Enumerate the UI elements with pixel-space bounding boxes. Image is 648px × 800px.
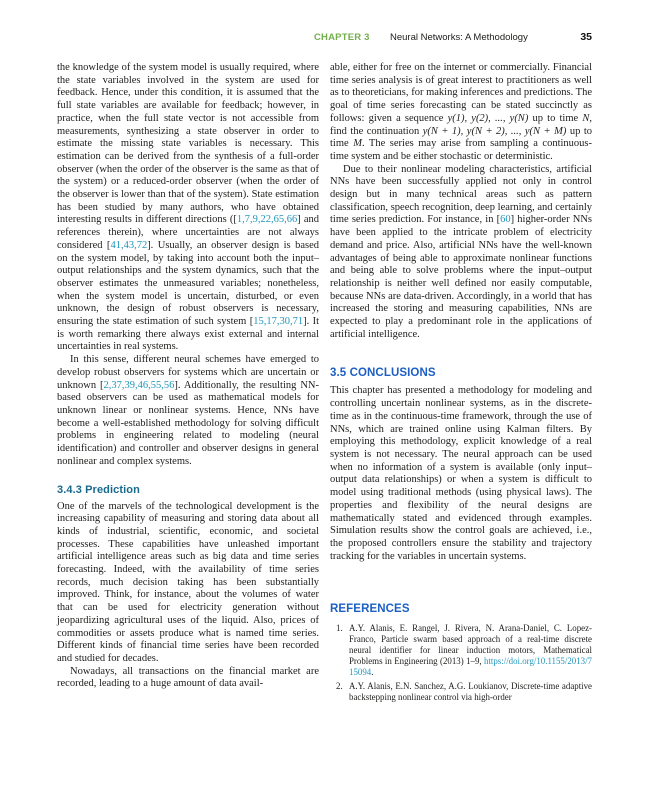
body-paragraph: [57, 666, 319, 691]
chapter-label: CHAPTER 3: [314, 32, 370, 43]
text-run: the knowledge of the system model is usually required, where the state variables involved in the system are used for feedback. Hence, under this condition, it is assumed that the full state variables are available for feedback; however, in practice, when the full state vector is not accessible from measurements, synthesizing a state observer in order to estimate the missing state variables is necessary. This estimation can be derived from the synthesis of a full-order observer (when the order of the observer is the same as that of the system) or a reduced-order observer (when the order of the observer is lower than that of the system). State estimation has been studied by many authors, who have obtained interesting results in different directions ([: [57, 62, 319, 226]
text-run: ]. It is worth remarking there always exist external and internal uncertainties in real systems.: [57, 316, 319, 353]
math-expression: y(1), y(2), ..., y(N): [447, 112, 529, 124]
text-run: A.Y. Alanis, E.N. Sanchez, A.G. Loukianov, Discrete-time adaptive backstepping nonlinear control via high-order: [349, 681, 592, 703]
page-number: 35: [580, 31, 592, 43]
text-run: . The series may arise from sampling a continuous-time system and be either stochastic or deterministic.: [330, 138, 592, 162]
text-run: ] and references therein), where uncertainties are not always considered [: [57, 214, 319, 251]
math-expression: M: [353, 138, 362, 150]
body-paragraph: [57, 354, 319, 468]
text-run: .: [371, 667, 374, 678]
citation-link[interactable]: 60: [500, 214, 511, 226]
reference-number: 1.: [336, 623, 343, 634]
right-column: [330, 62, 592, 706]
text-run: One of the marvels of the technological development is the increasing capability of measuring and storing data about all kinds of industrial, scientific, economic, and societal processes. These capabilities have unleashed important artificial intelligence areas such as big data and time series forecasting. Indeed, with the availability of time series records, much decision taking has been substantially improved. Think, for instance, about the volumes of water that can be used for electricity generation without jeopardizing agricultural uses of the liquid. Also, prices of commodities or assets produce what is named time series. Different kinds of financial time series have been recorded and studied for decades.: [57, 500, 319, 664]
text-run: Nowadays, all transactions on the financial market are recorded, leading to a huge amount of data avail-: [57, 665, 319, 690]
citation-link[interactable]: 15,17,30,71: [253, 316, 304, 328]
math-expression: y(N + 1), y(N + 2), ..., y(N + M): [422, 125, 567, 137]
text-run: ] higher-order NNs have been applied to the intricate problem of electricity demand and price. Also, artificial NNs have the well-known advantages of being able to approximate nonlinear functions and being able to solve problems where the input–output relationship is neither well defined nor easily computable, because NNs are data-driven. Accordingly, in a world that has increased the storing and measuring capabilities, NNs are expected to play a predominant role in the applications of artificial intelligence.: [330, 214, 592, 340]
subsection-heading-prediction: 3.4.3 Prediction: [57, 483, 140, 496]
reference-item: [336, 623, 592, 678]
chapter-title: Neural Networks: A Methodology: [390, 32, 528, 43]
reference-number: 2.: [336, 681, 343, 692]
left-column: [57, 62, 319, 691]
reference-text: [349, 623, 592, 677]
text-run: In this sense, different neural schemes have emerged to develop robust observers for systems which are uncertain or unknown [: [57, 354, 319, 391]
text-run: Due to their nonlinear modeling characteristics, artificial NNs have been successfully applied not only in control design but in many technical areas such as pattern classification, speech recognition, deep learning, and certainly time series prediction. For instance, in [: [330, 163, 592, 226]
body-paragraph: [330, 62, 592, 164]
math-expression: N: [582, 112, 590, 124]
citation-link[interactable]: 2,37,39,46,55,56: [103, 379, 175, 391]
running-header: [57, 31, 592, 45]
doi-link[interactable]: https://doi.org/10.1155/2013/715094: [349, 656, 592, 678]
reference-text: [349, 681, 592, 702]
text-run: This chapter has presented a methodology for modeling and controlling uncertain nonlinear systems, as in the discrete-time as in the continuous-time framework, through the use of NNs, which are trained online using Kalman filters. By employing this methodology, explicit knowledge of a real system is not necessary. The neural approach can be used when no information of a system is available (only input–output data relationships) or when a system is difficult to model using traditional methods (using physical laws). The properties and flexibility of the neural designs are mathematically stated and evidenced through examples. Simulation results show the control goals are achieved, i.e., the proposed controllers ensure the stability and trajectory tracking for the variables in uncertain systems.: [330, 385, 592, 562]
text-run: ]. Usually, an observer design is based on the system model, by taking into account both the input–output relationships and the system dynamics, such that the observer estimates the unmeasured variables; nonetheless, when the system model is uncertain, disturbed, or even unknown, the design of robust observers is necessary, ensuring the state estimation of such system [: [57, 239, 319, 328]
reference-list: [336, 623, 592, 703]
body-paragraph: [57, 62, 319, 354]
text-run: up to time: [330, 125, 592, 150]
section-heading-conclusions: 3.5 CONCLUSIONS: [330, 367, 436, 380]
reference-item: [336, 681, 592, 703]
text-run: able, either for free on the internet or commercially. Financial time series analysis is of great interest to practitioners as well as to theoreticians, for making inferences and predictions. The goal of time series forecasting can be stated succinctly as follows: given a sequence: [330, 62, 592, 124]
text-run: up to time: [528, 112, 583, 124]
body-paragraph: [330, 385, 592, 563]
two-column-body: [57, 62, 592, 706]
section-heading-references: REFERENCES: [330, 603, 410, 616]
text-run: A.Y. Alanis, E. Rangel, J. Rivera, N. Arana-Daniel, C. Lopez-Franco, Particle swarm based approach of a real-time discrete neural identifier for linear induction motors, Mathematical Problems in Engineering (2013) 1–9,: [349, 623, 592, 667]
text-run: , find the continuation: [330, 112, 592, 137]
citation-link[interactable]: 1,7,9,22,65,66: [236, 214, 298, 226]
citation-link[interactable]: 41,43,72: [110, 239, 148, 251]
text-run: ]. Additionally, the resulting NN-based observers can be used as mathematical models for unknown linear or nonlinear systems. Hence, NNs have become a well-established methodology for solving difficult problems in engineering related to modeling (neural identification) and controller and observer designs in general nonlinear and complex systems.: [57, 379, 319, 467]
body-paragraph: [57, 501, 319, 666]
body-paragraph: [330, 164, 592, 342]
